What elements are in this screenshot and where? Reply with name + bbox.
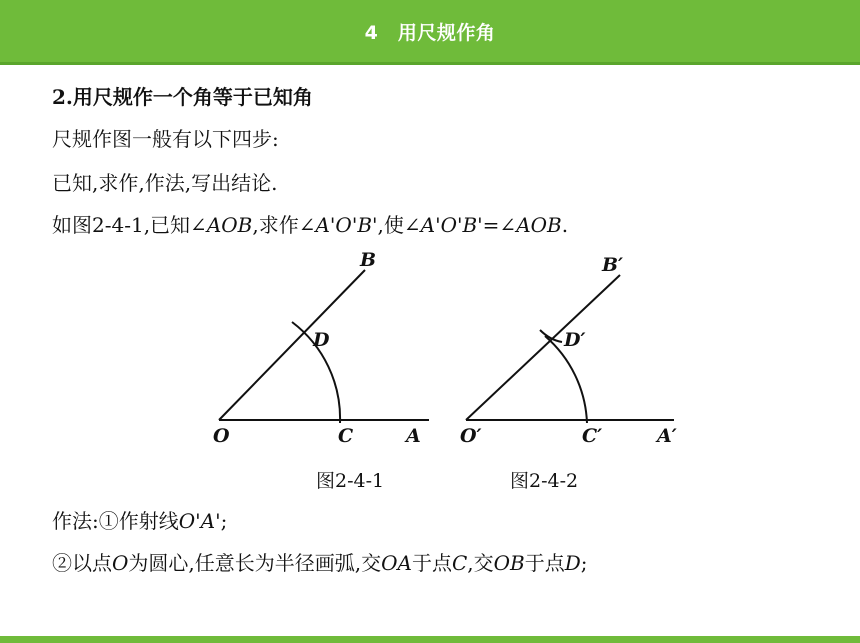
line3-end: . [561, 213, 569, 237]
label-o-prime: O′ [460, 425, 482, 447]
step2-a: ②以点 [52, 551, 112, 575]
step2-b: 为圆心,任意长为半径画弧,交 [128, 551, 382, 575]
label-d-prime: D′ [564, 329, 586, 351]
caption-figure-1: 图2-4-1 [316, 470, 385, 492]
section-heading: 2.用尺规作一个角等于已知角 [52, 85, 313, 109]
step2-c: 于点 [411, 551, 452, 575]
angle-aob-2: AOB [516, 213, 562, 237]
step2-point-c: C [451, 551, 468, 575]
label-c: C [338, 425, 354, 447]
label-c-prime: C′ [582, 425, 603, 447]
label-b-prime: B′ [602, 254, 624, 276]
step2-oa: OA [381, 551, 412, 575]
step1-ray: O'A' [178, 509, 221, 533]
ray-ob [219, 270, 365, 420]
label-a-prime: A′ [657, 425, 677, 447]
line3-mid: ,求作∠ [252, 213, 316, 237]
label-d: D [313, 329, 330, 351]
step2-d: ,交 [467, 551, 494, 575]
label-b: B [360, 249, 377, 271]
step2-f: ; [580, 551, 588, 575]
caption-figure-2: 图2-4-2 [510, 470, 579, 492]
line3-prefix: 如图2-4-1,已知∠ [52, 213, 207, 237]
text-line-1: 尺规作图一般有以下四步: [52, 127, 279, 151]
text-line-2: 已知,求作,作法,写出结论. [52, 171, 278, 195]
label-a: A [406, 425, 421, 447]
angle-target-2: A'O'B' [420, 213, 483, 237]
footer-bar [0, 636, 860, 643]
angle-aob: AOB [206, 213, 253, 237]
step2-e: 于点 [524, 551, 565, 575]
angle-target: A'O'B' [315, 213, 378, 237]
step2-ob: OB [493, 551, 525, 575]
step1-prefix: 作法:①作射线 [52, 509, 179, 533]
ray-o-b-prime [466, 275, 620, 420]
label-o: O [213, 425, 230, 447]
step2-point-d: D [564, 551, 581, 575]
line3-mid2: ,使∠ [377, 213, 421, 237]
page-title: 4 用尺规作角 [364, 22, 496, 44]
method-step-2 [52, 550, 588, 576]
method-step-1 [52, 508, 227, 534]
line3-eq: =∠ [482, 213, 517, 237]
step1-end: ; [220, 509, 228, 533]
step2-point-o: O [112, 551, 129, 575]
